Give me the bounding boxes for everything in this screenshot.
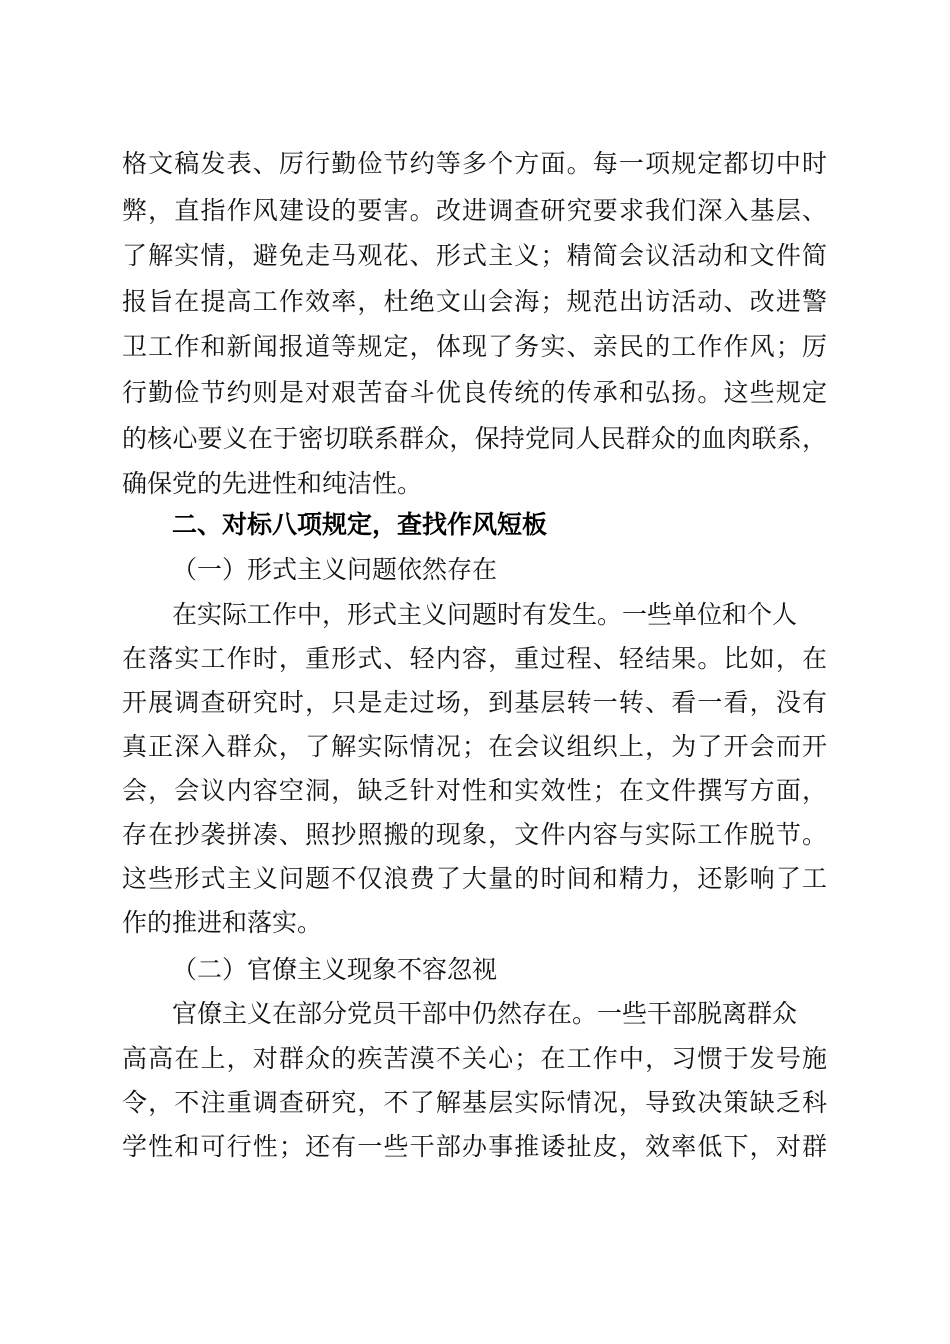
body-text-line: 卫工作和新闻报道等规定，体现了务实、亲民的工作作风；厉 [122,332,827,361]
body-text-line: 官僚主义在部分党员干部中仍然存在。一些干部脱离群众 [172,999,798,1028]
body-text-line: 的核心要义在于密切联系群众，保持党同人民群众的血肉联系， [122,424,827,453]
body-text-line: 格文稿发表、厉行勤俭节约等多个方面。每一项规定都切中时 [122,149,827,178]
body-text-line: 这些形式主义问题不仅浪费了大量的时间和精力，还影响了工 [122,864,827,893]
subsection-heading: （二）官僚主义现象不容忽视 [172,955,498,984]
body-text-line: 行勤俭节约则是对艰苦奋斗优良传统的传承和弘扬。这些规定 [122,378,827,407]
body-text-line: 了解实情，避免走马观花、形式主义；精简会议活动和文件简 [122,241,827,270]
body-text-line: 令，不注重调查研究，不了解基层实际情况，导致决策缺乏科 [122,1088,827,1117]
body-text-line: 会，会议内容空洞，缺乏针对性和实效性；在文件撰写方面， [122,776,827,805]
body-text-line: 作的推进和落实。 [122,908,323,937]
body-text-line: 报旨在提高工作效率，杜绝文山会海；规范出访活动、改进警 [122,287,827,316]
body-text-line: 在实际工作中，形式主义问题时有发生。一些单位和个人 [172,600,798,629]
section-heading: 二、对标八项规定，查找作风短板 [172,510,548,539]
body-text-line: 学性和可行性；还有一些干部办事推诿扯皮，效率低下，对群 [122,1132,827,1161]
body-text-line: 在落实工作时，重形式、轻内容，重过程、轻结果。比如，在 [122,644,827,673]
body-text-line: 开展调查研究时，只是走过场，到基层转一转、看一看，没有 [122,688,827,717]
body-text-line: 真正深入群众，了解实际情况；在会议组织上，为了开会而开 [122,732,827,761]
body-text-line: 存在抄袭拼凑、照抄照搬的现象，文件内容与实际工作脱节。 [122,820,827,849]
body-text-line: 弊，直指作风建设的要害。改进调查研究要求我们深入基层、 [122,196,827,225]
subsection-heading: （一）形式主义问题依然存在 [172,555,498,584]
body-text-line: 高高在上，对群众的疾苦漠不关心；在工作中，习惯于发号施 [122,1044,827,1073]
body-text-line: 确保党的先进性和纯洁性。 [122,469,423,498]
